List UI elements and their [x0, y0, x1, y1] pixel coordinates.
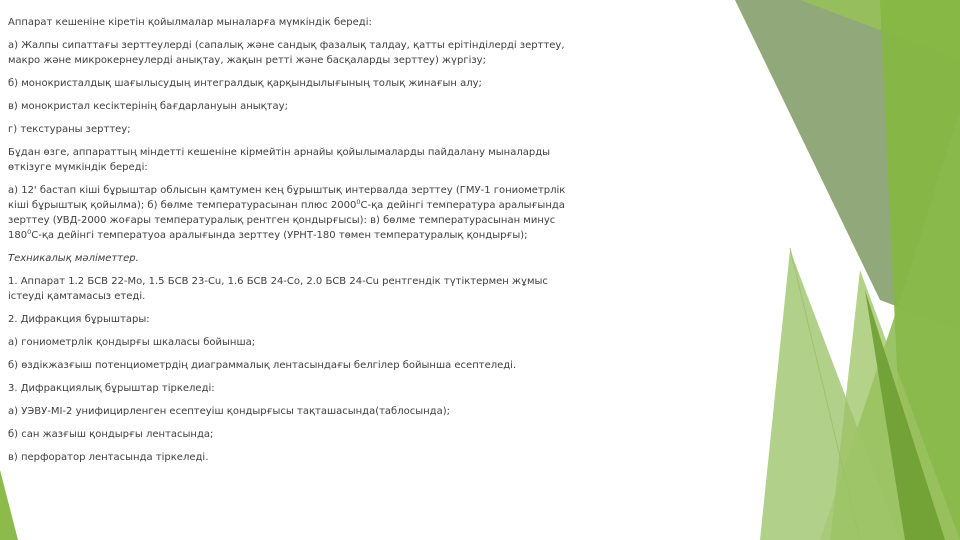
facet-dark-sliver: [865, 290, 945, 540]
tech-item-3c: в) перфоратор лентасында тіркеледі.: [8, 452, 209, 463]
intro-paragraph: Аппарат кешеніне кіретін қойылмалар мыналарға мүмкіндік береді:: [8, 17, 372, 28]
tech-item-3a: а) УЭВУ-МІ-2 унифицирленген есептеуіш қондырғысы тақташасында(таблосында);: [8, 406, 450, 417]
facet-left-sliver: [0, 470, 18, 540]
special-list-part-3: С-қа дейінгі температуоа аралығында зерттеу (УРНТ-180 төмен температуралық қондырғы);: [31, 230, 528, 241]
degree-superscript-1: 0: [356, 198, 361, 206]
special-attachments-list: [8, 183, 568, 243]
item-c-monocrystal-orientation: в) монокристал кесіктерінің бағдарлануын анықтау;: [8, 101, 288, 112]
technical-data-heading: Техникалық мәліметтер.: [8, 253, 139, 264]
tech-item-3b: б) сан жазғыш қондырғы лентасында;: [8, 429, 214, 440]
tech-item-3-registration: 3. Дифракциялық бұрыштар тіркеледі:: [8, 383, 215, 394]
special-list-part-1: а) 12' бастап кіші бұрыштар облысын қамтумен кең бұрыштық интервалда зерттеу (ГМУ-1 гониометрлік кіші бұрыштық қойылма); б) бөлме температурасынан плюс 2000: [8, 185, 566, 211]
item-b-monocrystal-intensity: б) монокристалдық шағылысудың интегралдық қарқындылығының толық жинағын алу;: [8, 78, 482, 89]
item-a-general-research: а) Жалпы сипаттағы зерттеулерді (сапалық және сандық фазалық талдау, қатты ерітінділерді зерттеу, макро және микрокернеулерді анықтау, жақын ретті және басқаларды зерттеу) жүргізу;: [8, 40, 565, 66]
facet-edge-line: [790, 248, 860, 540]
tech-item-1-tubes: 1. Аппарат 1.2 БСВ 22-Мо, 1.5 БСВ 23-Cu, 1.6 БСВ 24-Со, 2.0 БСВ 24-Cu рентгендік түтіктермен жұмыс істеуді қамтамасыз етеді.: [8, 276, 548, 302]
tech-item-2b: б) өздікжазғыш потенциометрдің диаграммалық лентасындағы белгілер бойынша есептеледі.: [8, 360, 517, 371]
slide-body-text: [8, 15, 568, 473]
facet-green-right: [880, 0, 960, 540]
facet-light-lower: [760, 250, 900, 540]
degree-superscript-2: 0: [27, 228, 32, 236]
facet-gray-large: [735, 0, 960, 330]
special-attachments-paragraph: Бұдан өзге, аппараттың міндетті кешеніне кірмейтін арнайы қойылымаларды пайдалану мыналарды өткізуге мүмкіндік береді:: [8, 147, 550, 173]
facet-green-top: [800, 0, 960, 60]
tech-item-2a: а) гониометрлік қондырғы шкаласы бойынша;: [8, 337, 256, 348]
tech-item-2-diffraction-angles: 2. Дифракция бұрыштары:: [8, 314, 150, 325]
facet-light-overlap: [830, 270, 960, 540]
special-list-part-2: С-қа дейінгі температура аралығында зерттеу (УВД-2000 жоғары температуралық рентген қондырғысы): в) бөлме температурасынан минус 180: [8, 200, 565, 241]
item-d-texture: г) текстураны зерттеу;: [8, 124, 131, 135]
facet-green-mid: [820, 110, 960, 540]
